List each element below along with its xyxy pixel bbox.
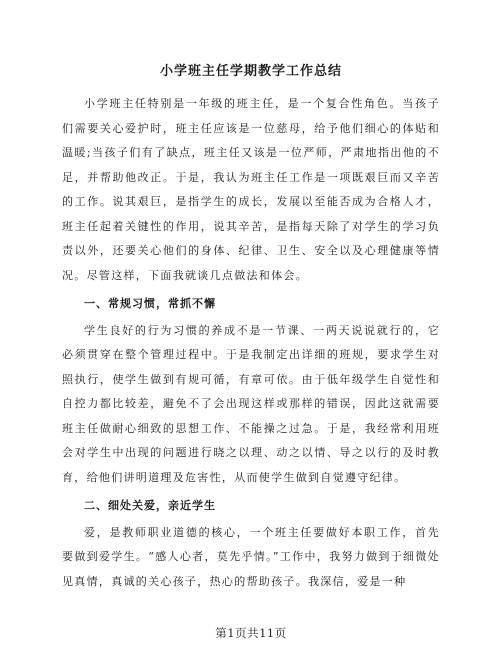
section-1-heading: 一、常规习惯，常抓不懈 [84,297,216,310]
page-number: 第1页共11页 [215,626,287,640]
section-2-paragraph: 爱，是教师职业道德的核心，一个班主任要做好本职工作，首先要做到爱学生。“感人心者，莫先乎情。”工作中，我努力做到于细微处见真情，真诚的关心孩子，热心的帮助孩子。我深信，爱是一种 [62,525,440,588]
section-1-paragraph: 学生良好的行为习惯的养成不是一节课、一两天说说就行的，它必须贯穿在整个管理过程中。于是我制定出详细的班规，要求学生对照执行，使学生做到有规可循，有章可依。由于低年级学生自觉性和自控力都比较差，避免不了会出现这样或那样的错误，因此这就需要班主任做耐心细致的思想工作、不能操之过急。于是，我经常利用班会对学生中出现的问题进行晓之以理、动之以情、导之以行的及时教育，给他们讲明道理及危害性，从而使学生做到自觉遵守纪律。 [62,323,440,484]
document-title: 小学班主任学期教学工作总结 [159,64,342,79]
section-2-heading: 二、细处关爱，亲近学生 [84,499,216,512]
intro-paragraph: 小学班主任特别是一年级的班主任，是一个复合性角色。当孩子们需要关心爱护时，班主任应该是一位慈母，给予他们细心的体贴和温暖;当孩子们有了缺点，班主任又该是一位严师，严肃地指出他的不足，并帮助他改正。于是，我认为班主任工作是一项既艰巨而又辛苦的工作。说其艰巨，是指学生的成长，发展以至能否成为合格人才，班主任起着关键性的作用，说其辛苦，是指每天除了对学生的学习负责以外，还要关心他们的身体、纪律、卫生、安全以及心理健康等情况。尽管这样，下面我就谈几点做法和体会。 [62,97,440,282]
